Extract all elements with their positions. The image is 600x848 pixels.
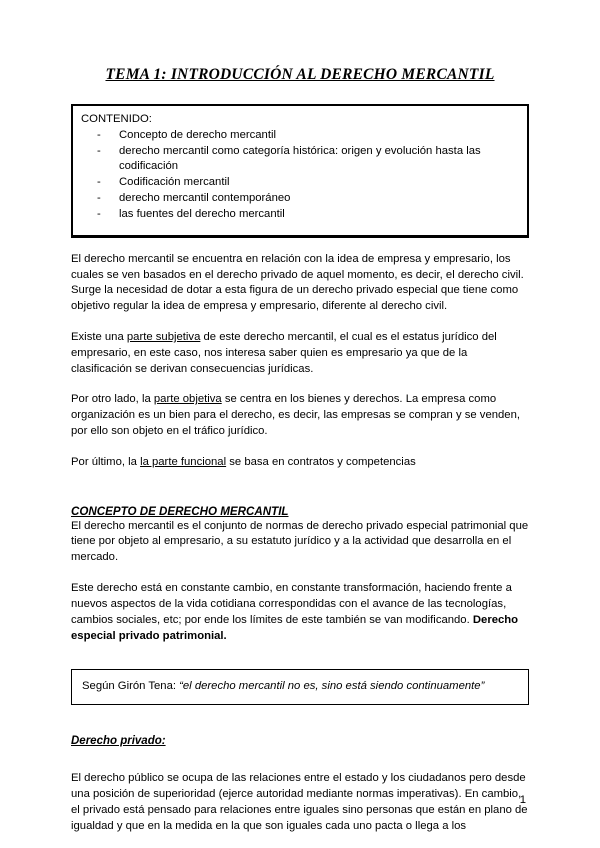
bold-term: Derecho especial privado patrimonial.: [71, 613, 519, 642]
section-heading-concepto: CONCEPTO DE DERECHO MERCANTIL: [71, 504, 289, 518]
paragraph-cambio-constante: [71, 581, 529, 644]
list-item: [81, 144, 517, 176]
list-item: [81, 207, 517, 223]
list-item-text: las fuentes del derecho mercantil: [119, 207, 285, 220]
list-bullet: -: [97, 176, 101, 189]
paragraph-intro: El derecho mercantil se encuentra en relación con la idea de empresa y empresario, los cuales se ven basados en el derecho privado de aquel momento, es decir, el derecho civil. Surge la necesidad de dotar a esta figura de un derecho privado especial que tiene como objetivo regular la idea de empresa y empresario, diferente al derecho civil.: [71, 252, 524, 313]
underlined-term: parte objetiva: [153, 393, 222, 406]
paragraph-parte-funcional: [71, 455, 529, 471]
list-item: [81, 128, 517, 144]
quote-attribution: Según Girón Tena:: [82, 680, 180, 693]
underlined-term: parte subjetiva: [126, 330, 201, 343]
list-item-text: Concepto de derecho mercantil: [119, 128, 276, 141]
paragraph-text: Existe una: [71, 330, 127, 343]
underlined-term: la parte funcional: [140, 455, 227, 468]
paragraph-text: se basa en contratos y competencias: [226, 455, 416, 468]
paragraph-derecho-publico-privado: El derecho público se ocupa de las relaciones entre el estado y los ciudadanos pero desde una posición de superioridad (ejerce autoridad mediante normas imperativas). En cambio, el privado está pensado para relaciones entre iguales sino personas que están en plano de igualdad y que en la medida en la que son iguales cada uno pacta o llega a los: [71, 772, 528, 832]
list-item-text: derecho mercantil contemporáneo: [119, 192, 291, 205]
paragraph-text: se centra en los bienes y derechos. La empresa como organización es un bien para el derecho, es decir, las empresas se compran y se venden, por ello son objeto en el tráfico jurídico.: [71, 393, 520, 437]
paragraph-text: Este derecho está en constante cambio, en constante transformación, haciendo frente a nuevos aspectos de la vida cotidiana correspondidas con el avance de las tecnologías, cambios sociales, etc; por ende los límites de este también se van modificando.: [71, 582, 512, 626]
paragraph-text: de este derecho mercantil, el cual es el estatus jurídico del empresario, en este caso, nos interesa saber quien es empresario ya que de la clasificación se derivan consecuencias jurídicas.: [71, 330, 497, 375]
page-number: 1: [519, 794, 526, 806]
paragraph-parte-objetiva: [71, 392, 529, 439]
list-item: [81, 191, 517, 207]
document-title: TEMA 1: INTRODUCCIÓN AL DERECHO MERCANTIL: [105, 66, 495, 83]
paragraph-text: Por último, la: [71, 455, 141, 468]
paragraph-parte-subjetiva: [71, 330, 529, 377]
list-item-text: Codificación mercantil: [119, 176, 230, 189]
list-bullet: -: [97, 192, 101, 205]
paragraph-concepto-definicion: El derecho mercantil es el conjunto de normas de derecho privado especial patrimonial que tiene por objeto al empresario, a su estatuto jurídico y a la actividad que desarrolla en el mercado.: [71, 519, 529, 564]
list-bullet: -: [97, 144, 101, 157]
quote-text: “el derecho mercantil no es, sino está siendo continuamente”: [179, 680, 485, 693]
contenido-label: CONTENIDO:: [81, 113, 152, 125]
contenido-box: [71, 104, 529, 238]
list-item-text: derecho mercantil como categoría histórica: origen y evolución hasta las codificación: [119, 144, 481, 173]
paragraph-text: Por otro lado, la: [71, 393, 154, 406]
list-bullet: -: [97, 128, 101, 141]
quote-box: [71, 669, 529, 705]
list-bullet: -: [97, 207, 101, 220]
list-item: [81, 175, 517, 191]
subsection-heading-derecho-privado: Derecho privado:: [71, 735, 166, 748]
